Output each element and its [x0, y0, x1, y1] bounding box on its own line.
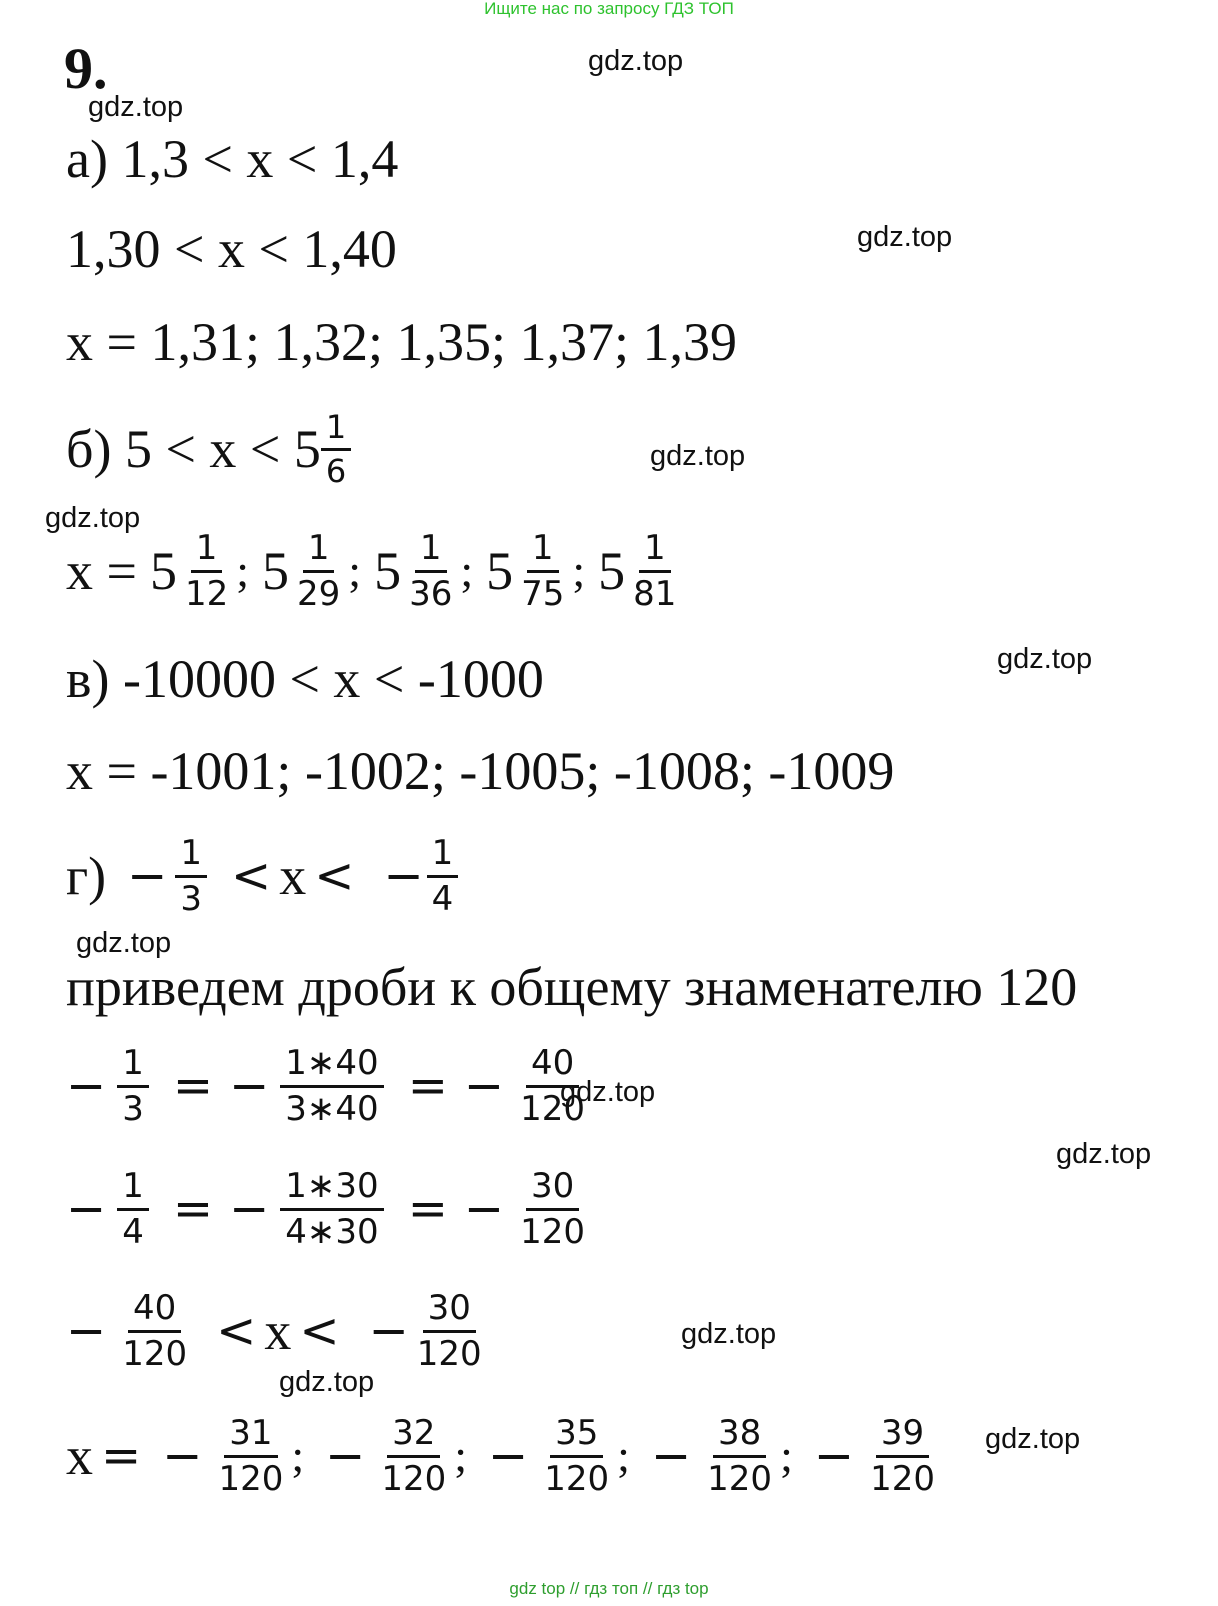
watermark: gdz.top — [88, 91, 184, 123]
mixed-number: 5 $\frac{1}{29}$ ; — [262, 528, 362, 614]
part-a-condition: а) 1,3 < x < 1,4 — [66, 129, 399, 189]
part-g-step2: − $\frac{1}{4}$ = − $\frac{1∗30}{4∗30}$ = − $\frac{30}{120}$ — [66, 1166, 586, 1252]
part-v-answer: x = -1001; -1002; -1005; -1008; -1009 — [66, 741, 895, 801]
part-g-condition: г) − $\frac{1}{3}$ < x < − $\frac{1}{4}$ — [66, 835, 461, 917]
part-b-condition — [66, 410, 354, 488]
mixed-number: 5 $\frac{1}{36}$ ; — [374, 528, 474, 614]
top-banner[interactable]: Ищите нас по запросу ГДЗ ТОП — [484, 0, 734, 18]
fraction-numerator: 1 — [321, 410, 351, 451]
watermark: gdz.top — [588, 45, 684, 77]
part-a-answer: x = 1,31; 1,32; 1,35; 1,37; 1,39 — [66, 312, 737, 372]
watermark: gdz.top — [1056, 1138, 1152, 1170]
part-b-answer — [66, 530, 684, 612]
watermark: gdz.top — [997, 643, 1093, 675]
watermark: gdz.top — [857, 221, 953, 253]
watermark: gdz.top — [650, 440, 746, 472]
mixed-number: 5 $\frac{1}{75}$ ; — [486, 528, 586, 614]
answer-prefix: x = — [66, 541, 137, 602]
part-a-expanded: 1,30 < x < 1,40 — [66, 219, 397, 279]
fraction-denominator: 6 — [325, 451, 347, 490]
part-v-condition: в) -10000 < x < -1000 — [66, 649, 544, 709]
watermark: gdz.top — [279, 1366, 375, 1398]
negative-fraction: − $\frac{35}{120}$ ; — [488, 1413, 630, 1499]
bottom-banner[interactable]: gdz top // гдз топ // гдз top — [509, 1579, 709, 1598]
part-g-label: г) — [66, 846, 107, 907]
negative-fraction: − $\frac{39}{120}$ — [813, 1413, 935, 1499]
mixed-number: 5 $\frac{1}{12}$ ; — [149, 528, 250, 614]
part-b-prefix: б) 5 < x < 5 — [66, 419, 321, 480]
mixed-number: 5 $\frac{1}{81}$ — [598, 528, 677, 614]
negative-fraction: − $\frac{32}{120}$ ; — [325, 1413, 468, 1499]
part-g-answer: x = − $\frac{31}{120}$ ; − $\frac{32}{120}$ ; − $\frac{35}{120}$ ; − $\frac{38}{120}$ ; − $\frac{39}{120}$ — [66, 1415, 943, 1497]
part-g-inequality: − $\frac{40}{120}$ < x < − $\frac{30}{120}$ — [66, 1288, 482, 1374]
negative-fraction: − $\frac{38}{120}$ ; — [650, 1413, 793, 1499]
part-g-step1: − $\frac{1}{3}$ = − $\frac{1∗40}{3∗40}$ = − $\frac{40}{120}$ — [66, 1043, 586, 1129]
watermark: gdz.top — [985, 1423, 1081, 1455]
watermark: gdz.top — [45, 502, 141, 534]
watermark: gdz.top — [76, 927, 172, 959]
negative-fraction: − $\frac{31}{120}$ ; — [162, 1413, 305, 1499]
watermark: gdz.top — [560, 1076, 656, 1108]
part-g-note: приведем дроби к общему знаменателю 120 — [66, 957, 1078, 1017]
watermark: gdz.top — [681, 1318, 777, 1350]
task-number: 9. — [64, 36, 108, 101]
